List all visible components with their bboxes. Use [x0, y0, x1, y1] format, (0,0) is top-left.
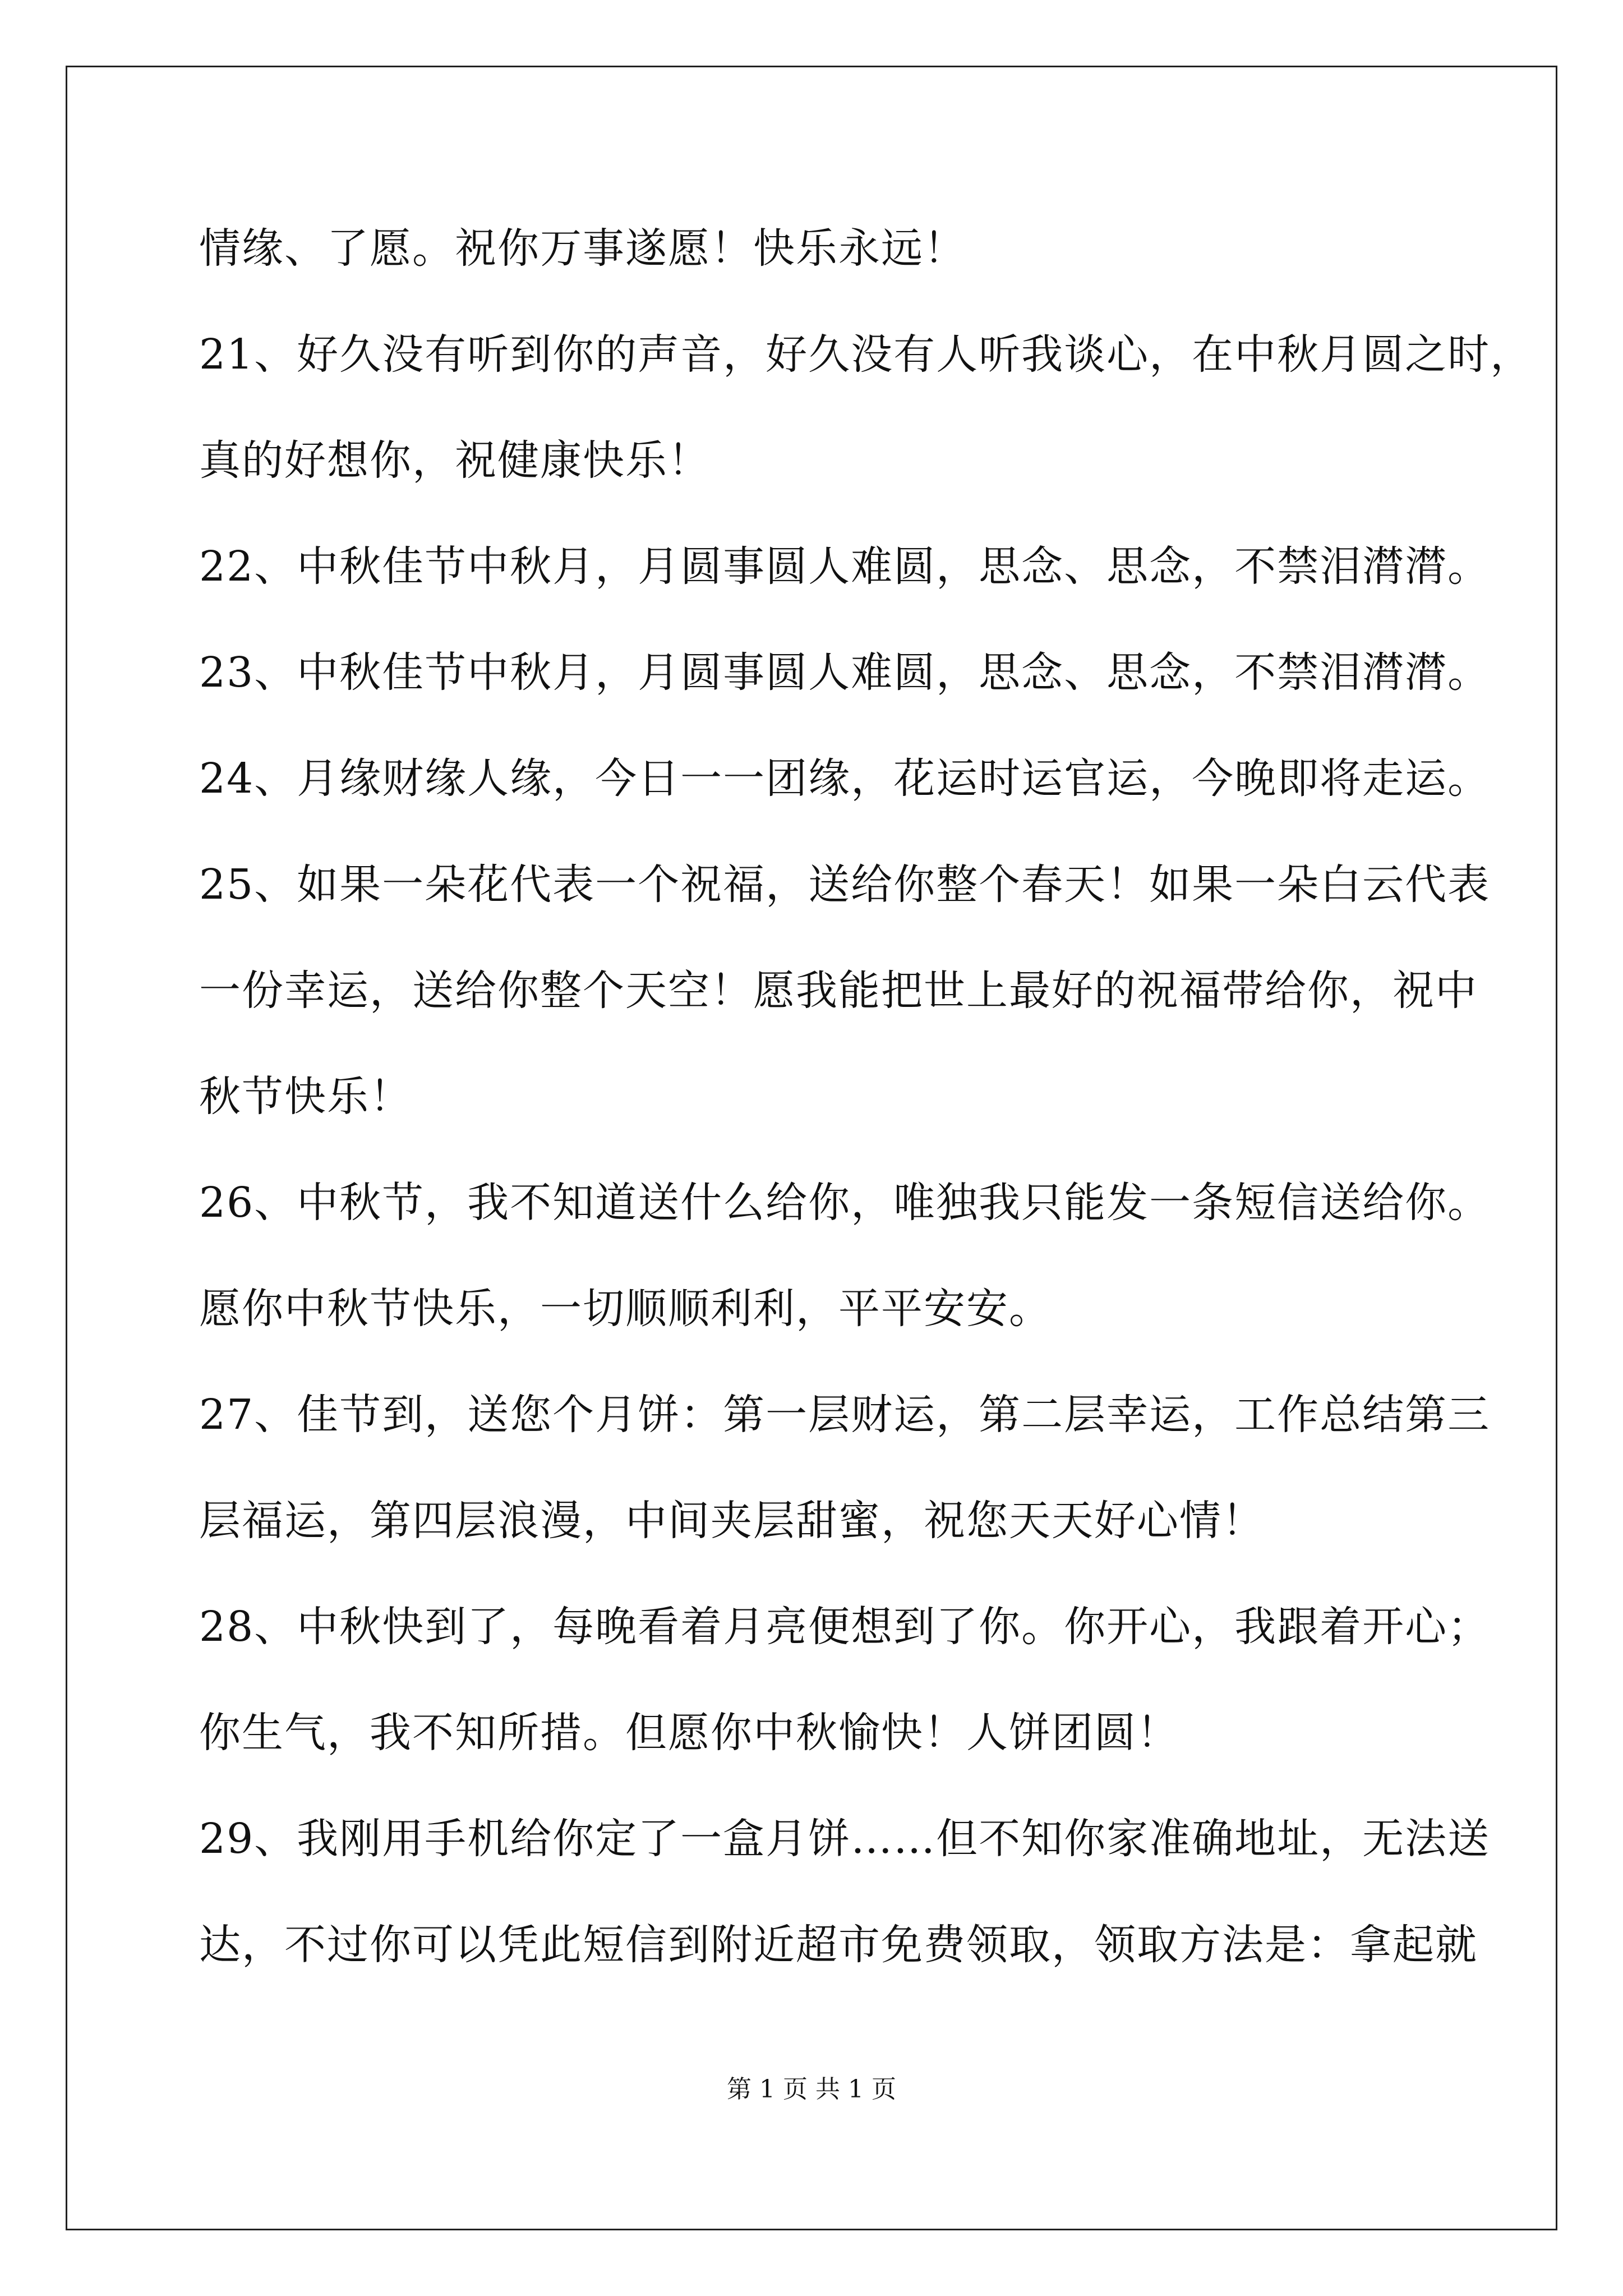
text-line: 达，不过你可以凭此短信到附近超市免费领取，领取方法是：拿起就 [199, 1921, 1478, 1969]
text-line: 愿你中秋节快乐，一切顺顺利利，平平安安。 [199, 1285, 1052, 1333]
text-line: 29、我刚用手机给你定了一盒月饼……但不知你家准确地址，无法送 [199, 1815, 1491, 1863]
text-line: 28、中秋快到了，每晚看着月亮便想到了你。你开心，我跟着开心； [199, 1603, 1491, 1651]
text-line: 26、中秋节，我不知道送什么给你，唯独我只能发一条短信送给你。 [199, 1179, 1491, 1227]
page-border [66, 66, 1557, 2230]
text-line: 23、中秋佳节中秋月，月圆事圆人难圆，思念、思念，不禁泪潸潸。 [199, 648, 1491, 697]
text-line: 27、佳节到，送您个月饼：第一层财运，第二层幸运，工作总结第三 [199, 1391, 1491, 1439]
text-line: 25、如果一朵花代表一个祝福，送给你整个春天！如果一朵白云代表 [199, 861, 1491, 909]
text-line: 24、月缘财缘人缘，今日一一团缘，花运时运官运，今晚即将走运。 [199, 754, 1491, 803]
page-number: 第 1 页 共 1 页 [727, 2075, 896, 2104]
text-line: 22、中秋佳节中秋月，月圆事圆人难圆，思念、思念，不禁泪潸潸。 [199, 542, 1491, 591]
text-line: 真的好想你，祝健康快乐！ [199, 436, 711, 485]
text-line: 一份幸运，送给你整个天空！愿我能把世上最好的祝福带给你，祝中 [199, 967, 1478, 1015]
text-line: 层福运，第四层浪漫，中间夹层甜蜜，祝您天天好心情！ [199, 1497, 1265, 1545]
text-line: 21、好久没有听到你的声音，好久没有人听我谈心，在中秋月圆之时， [199, 330, 1533, 379]
text-line: 你生气，我不知所措。但愿你中秋愉快！人饼团圆！ [199, 1709, 1179, 1757]
text-line: 情缘、了愿。祝你万事遂愿！快乐永远！ [199, 224, 966, 273]
text-line: 秋节快乐！ [199, 1073, 412, 1121]
